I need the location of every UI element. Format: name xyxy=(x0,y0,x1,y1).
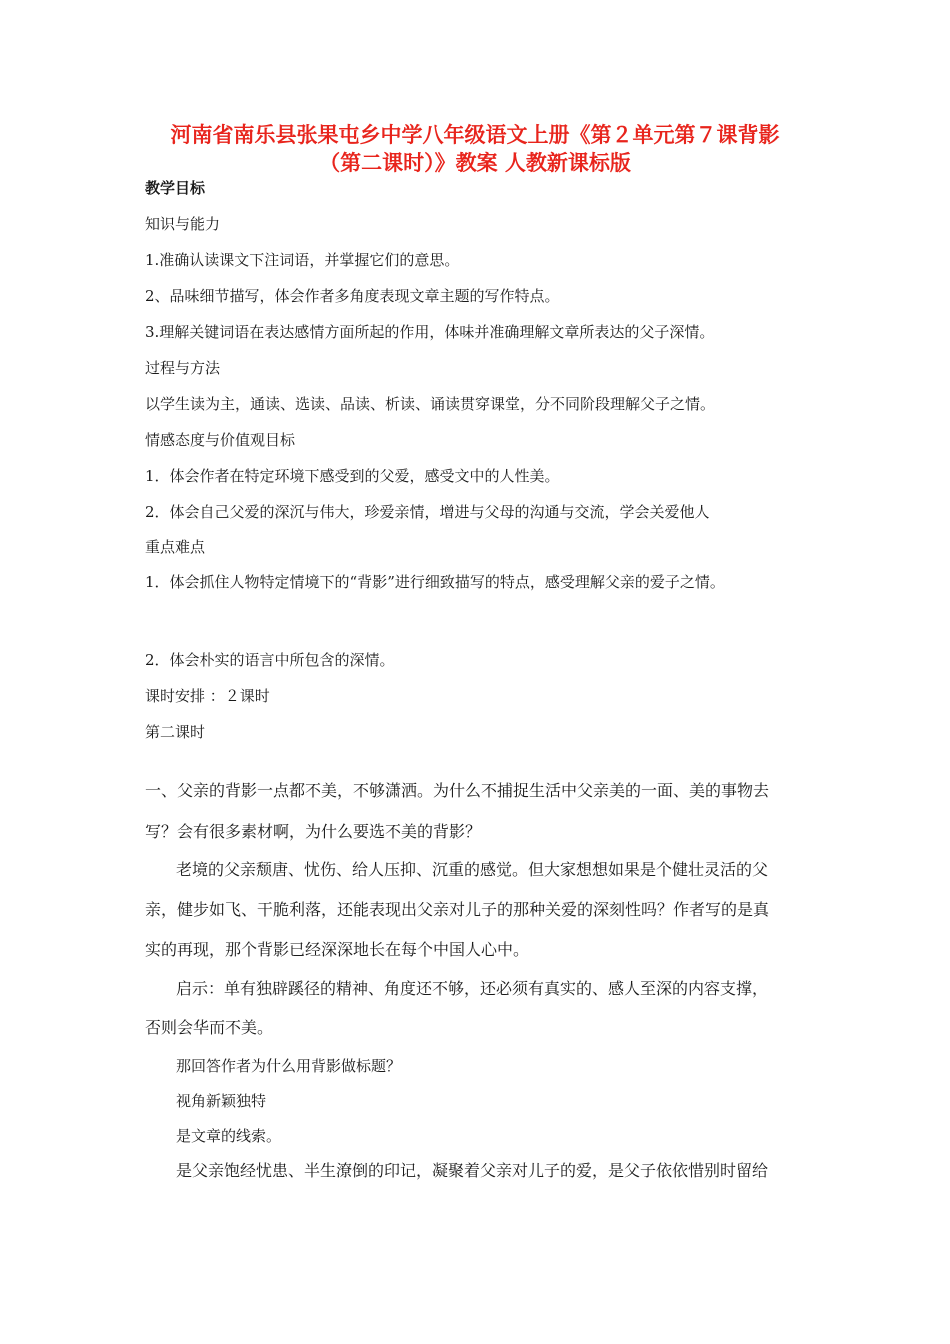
subheading-keypoints: 重点难点 xyxy=(145,538,206,556)
knowledge-item-2: 2、品味细节描写，体会作者多角度表现文章主题的写作特点。 xyxy=(145,287,560,305)
subheading-process: 过程与方法 xyxy=(145,359,221,377)
document-title-line-1: 河南省南乐县张果屯乡中学八年级语文上册《第２单元第７课背影 xyxy=(170,123,780,147)
hint-line-1: 启示：单有独辟蹊径的精神、角度还不够，还必须有真实的、感人至深的内容支撑， xyxy=(176,979,769,998)
answer-1-line-3: 实的再现，那个背影已经深深地长在每个中国人心中。 xyxy=(145,940,530,959)
lesson-two-heading: 第二课时 xyxy=(145,723,206,741)
section-heading-objectives: 教学目标 xyxy=(145,179,206,197)
document-title-line-2: （第二课时）》教案 人教新课标版 xyxy=(319,151,631,175)
reason-3: 是父亲饱经忧患、半生潦倒的印记，凝聚着父亲对儿子的爱，是父子依依惜别时留给 xyxy=(176,1161,769,1180)
subheading-emotion: 情感态度与价值观目标 xyxy=(145,431,296,449)
process-item-1: 以学生读为主，通读、选读、品读、析读、诵读贯穿课堂，分不同阶段理解父子之情。 xyxy=(145,395,716,413)
answer-1-line-2: 亲，健步如飞、干脆利落，还能表现出父亲对儿子的那种关爱的深刻性吗？作者写的是真 xyxy=(145,900,770,919)
question-2: 那回答作者为什么用背影做标题？ xyxy=(176,1057,402,1075)
subheading-knowledge: 知识与能力 xyxy=(145,215,221,233)
knowledge-item-3: 3.理解关键词语在表达感情方面所起的作用，体味并准确理解文章所表达的父子深情。 xyxy=(145,323,715,341)
keypoint-item-2: 2．体会朴实的语言中所包含的深情。 xyxy=(145,651,395,669)
question-1-line-2: 写？会有很多素材啊，为什么要选不美的背影？ xyxy=(145,822,482,841)
answer-1-line-1: 老境的父亲颓唐、忧伤、给人压抑、沉重的感觉。但大家想想如果是个健壮灵活的父 xyxy=(176,860,769,879)
reason-1: 视角新颖独特 xyxy=(176,1092,267,1110)
reason-2: 是文章的线索。 xyxy=(176,1127,282,1145)
emotion-item-1: 1．体会作者在特定环境下感受到的父爱，感受文中的人性美。 xyxy=(145,467,560,485)
hint-line-2: 否则会华而不美。 xyxy=(145,1018,274,1037)
schedule-line: 课时安排 ：２课时 xyxy=(145,687,270,705)
keypoint-item-1: 1．体会抓住人物特定情境下的“背影”进行细致描写的特点，感受理解父亲的爱子之情。 xyxy=(145,573,725,591)
knowledge-item-1: 1.准确认读课文下注词语，并掌握它们的意思。 xyxy=(145,251,460,269)
question-1-line-1: 一、父亲的背影一点都不美，不够潇洒。为什么不捕捉生活中父亲美的一面、美的事物去 xyxy=(145,781,770,800)
emotion-item-2: 2．体会自己父爱的深沉与伟大，珍爱亲情，增进与父母的沟通与交流，学会关爱他人 xyxy=(145,503,710,521)
